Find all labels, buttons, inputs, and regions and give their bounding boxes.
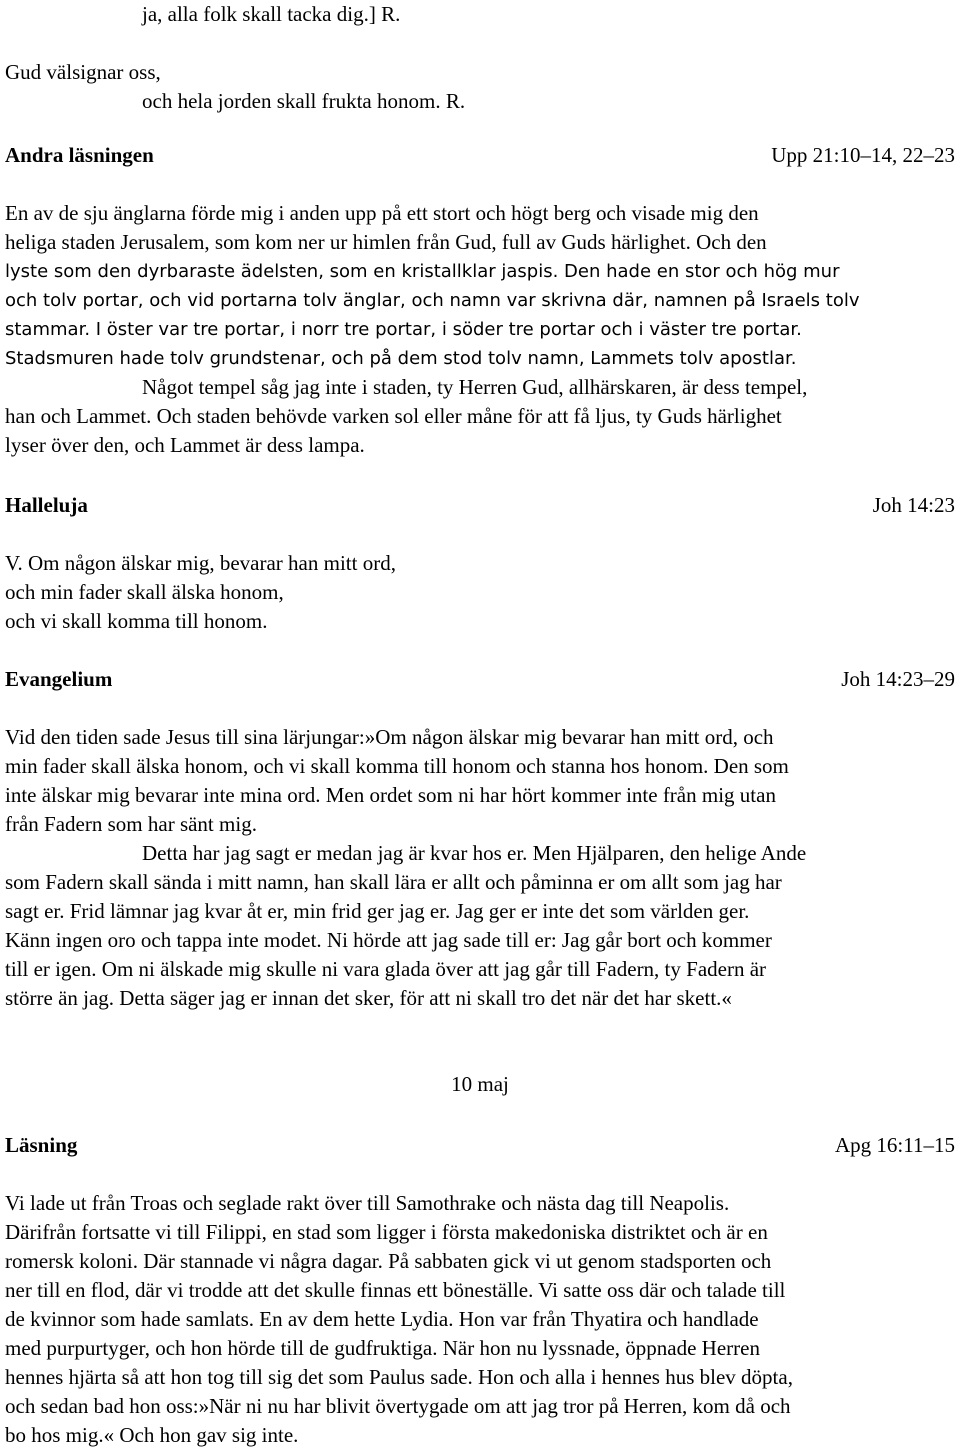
text-line: och sedan bad hon oss:»När ni nu har blivit övertygade om att jag tror på Herren, kom då och xyxy=(5,1394,791,1418)
verse-text xyxy=(5,549,955,636)
reading-text xyxy=(5,1189,955,1450)
psalm-line: Gud välsignar oss, xyxy=(5,60,161,84)
section-title: Läsning xyxy=(5,1133,78,1157)
text-line: hennes hjärta så att hon tog till sig det som Paulus sade. Hon och alla i hennes hus blev döpta, xyxy=(5,1365,793,1389)
section-heading xyxy=(5,490,955,520)
text-line: sagt er. Frid lämnar jag kvar åt er, min frid ger jag er. Jag ger er inte det som världen ger. xyxy=(5,899,750,923)
date-heading xyxy=(5,1072,955,1097)
text-line: min fader skall älska honom, och vi skall komma till honom och stanna hos honom. Den som xyxy=(5,754,789,778)
text-line: Känn ingen oro och tappa inte modet. Ni hörde att jag sade till er: Jag går bort och kommer xyxy=(5,928,772,952)
text-line: från Fadern som har sänt mig. xyxy=(5,812,257,836)
second-reading-section xyxy=(5,140,955,460)
text-line: stammar. I öster var tre portar, i norr tre portar, i söder tre portar och i väster tre portar. xyxy=(5,319,802,340)
text-line: ner till en flod, där vi trodde att det skulle finnas ett böneställe. Vi satte oss där och talade till xyxy=(5,1278,786,1302)
text-line: som Fadern skall sända i mitt namn, han skall lära er allt och påminna er om allt som jag har xyxy=(5,870,782,894)
text-line: bo hos mig.« Och hon gav sig inte. xyxy=(5,1423,299,1447)
text-line: större än jag. Detta säger jag er innan det sker, för att ni skall tro det när det har skett.« xyxy=(5,986,732,1010)
text-line: V. Om någon älskar mig, bevarar han mitt ord, xyxy=(5,551,396,575)
date-label: 10 maj xyxy=(451,1072,509,1096)
bible-reference: Apg 16:11–15 xyxy=(835,1133,955,1157)
text-line: de kvinnor som hade samlats. En av dem hette Lydia. Hon var från Thyatira och handlade xyxy=(5,1307,759,1331)
reading-text xyxy=(5,199,955,460)
text-line: Detta har jag sagt er medan jag är kvar hos er. Men Hjälparen, den helige Ande xyxy=(142,841,807,865)
psalm-line: och hela jorden skall frukta honom. R. xyxy=(142,89,466,113)
text-line: Vi lade ut från Troas och seglade rakt över till Samothrake och nästa dag till Neapolis. xyxy=(5,1191,730,1215)
text-line: inte älskar mig bevarar inte mina ord. Men ordet som ni har hört kommer inte från mig utan xyxy=(5,783,776,807)
reading-section xyxy=(5,1130,955,1450)
text-line: lyser över den, och Lammet är dess lampa. xyxy=(5,433,365,457)
text-line: romersk koloni. Där stannade vi några dagar. På sabbaten gick vi ut genom stadsporten och xyxy=(5,1249,772,1273)
text-line: Vid den tiden sade Jesus till sina lärjungar:»Om någon älskar mig bevarar han mitt ord, och xyxy=(5,725,774,749)
section-heading xyxy=(5,140,955,170)
text-line: Något tempel såg jag inte i staden, ty Herren Gud, allhärskaren, är dess tempel, xyxy=(142,375,808,399)
section-title: Halleluja xyxy=(5,493,88,517)
gospel-section xyxy=(5,664,955,1013)
section-heading xyxy=(5,1130,955,1160)
section-heading xyxy=(5,664,955,694)
text-line: En av de sju änglarna förde mig i anden upp på ett stort och högt berg och visade mig den xyxy=(5,201,759,225)
section-title: Andra läsningen xyxy=(5,143,154,167)
text-line: med purpurtyger, och hon hörde till de gudfruktiga. När hon nu lyssnade, öppnade Herren xyxy=(5,1336,760,1360)
bible-reference: Joh 14:23–29 xyxy=(841,667,955,691)
text-line: han och Lammet. Och staden behövde varken sol eller måne för att få ljus, ty Guds härlighet xyxy=(5,404,782,428)
psalm-ending xyxy=(5,0,955,116)
text-line: lyste som den dyrbaraste ädelsten, som en kristallklar jaspis. Den hade en stor och hög mur xyxy=(5,261,840,282)
halleluja-section xyxy=(5,490,955,636)
bible-reference: Joh 14:23 xyxy=(872,493,955,517)
section-title: Evangelium xyxy=(5,667,113,691)
text-line: heliga staden Jerusalem, som kom ner ur himlen från Gud, full av Guds härlighet. Och den xyxy=(5,230,767,254)
text-line: och tolv portar, och vid portarna tolv änglar, och namn var skrivna där, namnen på Israels tolv xyxy=(5,290,860,311)
text-line: till er igen. Om ni älskade mig skulle ni vara glada över att jag går till Fadern, ty Fadern är xyxy=(5,957,767,981)
text-line: Stadsmuren hade tolv grundstenar, och på dem stod tolv namn, Lammets tolv apostlar. xyxy=(5,348,797,369)
text-line: Därifrån fortsatte vi till Filippi, en stad som ligger i första makedoniska distriktet och är en xyxy=(5,1220,768,1244)
reading-text xyxy=(5,723,955,1013)
text-line: och min fader skall älska honom, xyxy=(5,580,284,604)
text-line: och vi skall komma till honom. xyxy=(5,609,268,633)
psalm-line: ja, alla folk skall tacka dig.] R. xyxy=(142,2,401,26)
bible-reference: Upp 21:10–14, 22–23 xyxy=(771,143,955,167)
